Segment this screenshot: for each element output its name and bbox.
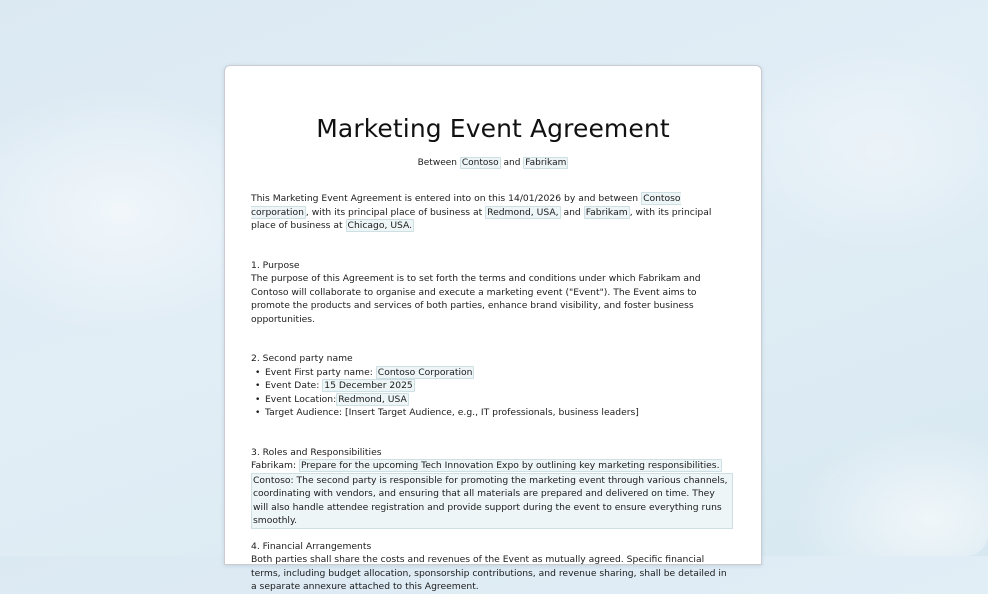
section-body: Both parties shall share the costs and revenues of the Event as mutually agreed. Specific financial terms, including budget allocation, sponsorship contributions, and revenue sharing, shall be detailed in a separate annexure attached to this Agreement. (251, 554, 727, 592)
section-financial (251, 540, 735, 594)
section-second-party (251, 352, 735, 420)
party-b-intro-field[interactable]: Fabrikam (585, 206, 628, 218)
event-location-field[interactable]: Redmond, USA (338, 393, 407, 405)
intro-text-4: , with its principal place of business at (251, 206, 712, 231)
intro-text-1: This Marketing Event Agreement is entered into on this 14/01/2026 by and between (251, 193, 639, 204)
item-label: Target Audience: (265, 407, 343, 418)
document-title: Marketing Event Agreement (316, 114, 670, 143)
section-heading: 3. Roles and Responsibilities (251, 446, 382, 458)
section-heading: 1. Purpose (251, 259, 300, 271)
item-label: Event First party name: (265, 366, 373, 378)
fabrikam-role (251, 459, 735, 473)
event-date-field[interactable]: 15 December 2025 (324, 380, 413, 391)
list-item (265, 393, 735, 407)
between-conj: and (503, 158, 521, 168)
contoso-role (251, 473, 735, 529)
event-details-list (251, 366, 735, 420)
section-heading: 2. Second party name (251, 353, 353, 364)
section-heading: 4. Financial Arrangements (251, 540, 372, 552)
item-label: Event Location: (265, 393, 337, 405)
party-a-field[interactable]: Contoso (461, 158, 499, 168)
list-item (265, 406, 735, 420)
first-party-name-field[interactable]: Contoso Corporation (377, 366, 473, 378)
section-purpose (251, 259, 735, 327)
fabrikam-label: Fabrikam: (251, 460, 297, 471)
intro-text-3: and (563, 206, 581, 218)
intro-text-2: , with its principal place of business at (305, 206, 483, 218)
item-label: Event Date: (265, 380, 320, 391)
intro-paragraph (251, 192, 735, 233)
list-item (265, 366, 735, 380)
list-item (265, 379, 735, 393)
section-roles (251, 446, 735, 529)
target-audience-placeholder[interactable]: [Insert Target Audience, e.g., IT professionals, business leaders] (345, 407, 639, 418)
party-b-location-field[interactable]: Chicago, USA. (347, 220, 413, 231)
parties-line (251, 157, 735, 170)
document-page[interactable] (224, 65, 762, 592)
party-a-location-field[interactable]: Redmond, USA, (487, 206, 559, 218)
contoso-role-field[interactable]: Contoso: The second party is responsible for promoting the marketing event through various channels, coordinating with vendors, and ensuring that all materials are prepared and delivered on time. They will also handle attendee registration and provide support during the event to ensure everything runs smoothly. (251, 473, 733, 529)
between-prefix: Between (417, 158, 457, 168)
fabrikam-role-field[interactable]: Prepare for the upcoming Tech Innovation Expo by outlining key marketing responsibilities. (301, 460, 720, 471)
section-body: The purpose of this Agreement is to set forth the terms and conditions under which Fabrikam and Contoso will collaborate to organise and execute a marketing event ("Event"). The Event aims to promote the products and services of both parties, enhance brand visibility, and foster business opportunities. (251, 273, 701, 325)
party-a-full-field[interactable]: Contoso corporation (251, 193, 681, 218)
party-b-field[interactable]: Fabrikam (525, 158, 567, 168)
